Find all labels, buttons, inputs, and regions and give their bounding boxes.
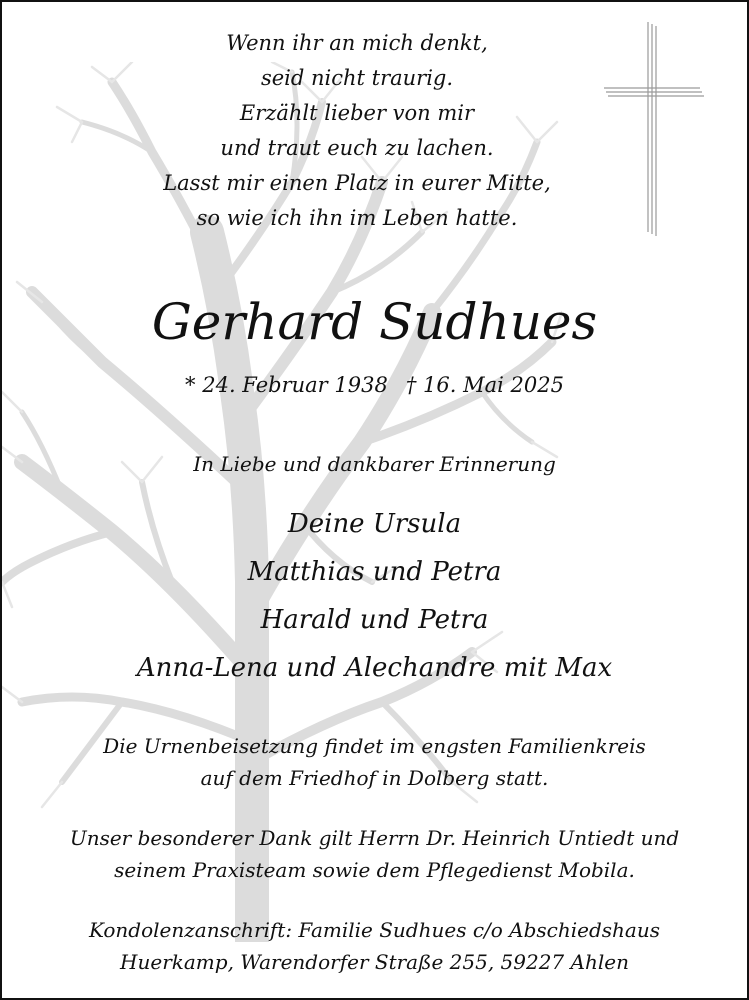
poem-line: seid nicht traurig. (260, 66, 454, 90)
thanks-line: Unser besonderer Dank gilt Herrn Dr. Heinrich Untiedt und (69, 826, 680, 850)
thanks-note (2, 822, 747, 886)
family-members (2, 500, 747, 692)
death-date: † 16. Mai 2025 (405, 373, 564, 397)
poem (122, 26, 592, 236)
poem-line: und traut euch zu lachen. (220, 136, 494, 160)
family-member: Deine Ursula (287, 509, 462, 539)
burial-line: Die Urnenbeisetzung findet im engsten Familienkreis (103, 734, 646, 758)
thanks-line: seinem Praxisteam sowie dem Pflegedienst Mobila. (114, 858, 635, 882)
burial-info (2, 730, 747, 794)
life-dates (2, 368, 747, 402)
birth-date: * 24. Februar 1938 (185, 373, 388, 397)
poem-line: Erzählt lieber von mir (239, 101, 475, 125)
poem-line: Lasst mir einen Platz in eurer Mitte, (163, 171, 551, 195)
family-member: Matthias und Petra (247, 557, 502, 587)
deceased-name: Gerhard Sudhues (151, 293, 598, 351)
poem-line: so wie ich ihn im Leben hatte. (196, 206, 518, 230)
cross-icon (604, 22, 704, 236)
address-line: Kondolenzanschrift: Familie Sudhues c/o Abschiedshaus (88, 918, 661, 942)
condolence-address (2, 914, 747, 978)
family-member: Harald und Petra (260, 605, 489, 635)
remembrance-intro: In Liebe und dankbarer Erinnerung (193, 452, 556, 476)
burial-line: auf dem Friedhof in Dolberg statt. (200, 766, 549, 790)
address-line: Huerkamp, Warendorfer Straße 255, 59227 Ahlen (120, 950, 629, 974)
family-member: Anna-Lena und Alechandre mit Max (136, 653, 613, 683)
poem-line: Wenn ihr an mich denkt, (226, 31, 488, 55)
